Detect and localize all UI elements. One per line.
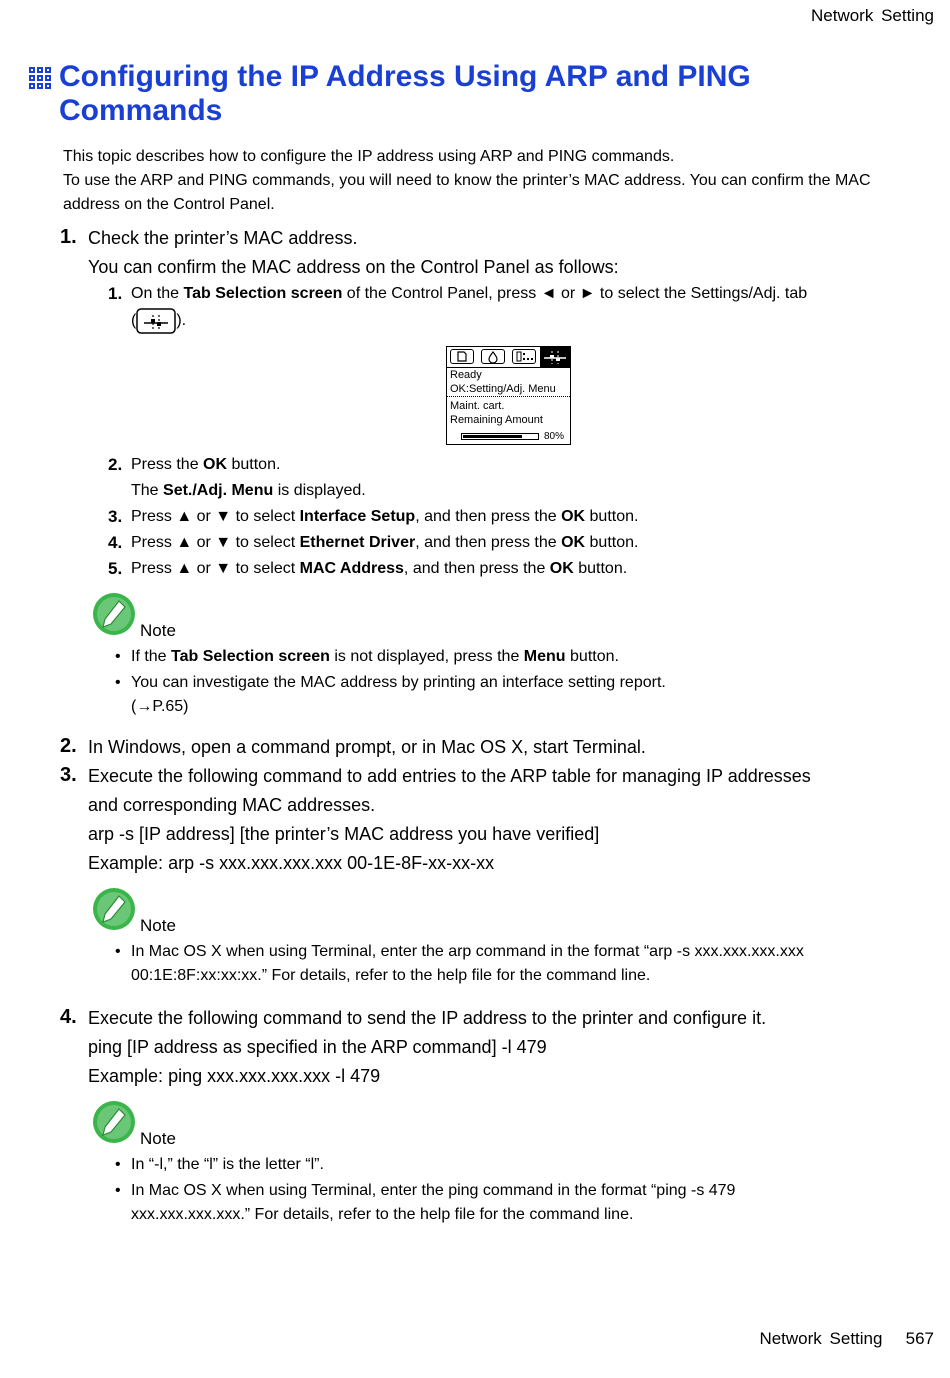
remaining-percent: 80% — [543, 431, 564, 442]
substep-number: 5. — [108, 559, 123, 578]
lcd-line: Remaining Amount — [450, 414, 543, 426]
control-panel-display — [446, 346, 571, 445]
grid-icon — [28, 66, 52, 90]
pencil-note-icon — [92, 887, 136, 931]
intro-line: This topic describes how to configure the IP address using ARP and PING commands. — [63, 148, 675, 165]
lcd-paper-tab-icon — [450, 349, 474, 364]
substep-number: 4. — [108, 533, 123, 552]
page-footer — [759, 1329, 934, 1349]
substep-text-line2: The Set./Adj. Menu is displayed. — [131, 482, 366, 499]
step-text: Execute the following command to add entries to the ARP table for managing IP addresses — [88, 766, 811, 786]
lcd-line: Ready — [450, 369, 482, 381]
title-text: Configuring the IP Address Using ARP and PING Commands — [59, 60, 751, 127]
intro — [63, 145, 893, 217]
step-number: 3. — [60, 764, 77, 786]
substep-text: Press ▲ or ▼ to select MAC Address, and then press the OK button. — [131, 560, 628, 577]
note-label: Note — [140, 916, 176, 935]
substep-number: 3. — [108, 507, 123, 526]
substep-text: On the Tab Selection screen of the Control Panel, press ◄ or ► to select the Settings/Adj. tab — [131, 285, 808, 302]
intro-line: To use the ARP and PING commands, you will need to know the printer’s MAC address. You can confirm the MAC address on the Control Panel. — [63, 172, 871, 213]
page-number: 567 — [905, 1329, 934, 1348]
step-text: Check the printer’s MAC address. — [88, 228, 358, 248]
lcd-line: Maint. cart. — [450, 400, 505, 412]
page-title — [28, 60, 908, 128]
command-syntax: arp -s [IP address] [the printer’s MAC address you have verified] — [88, 824, 600, 844]
footer-section: Network Setting — [759, 1329, 883, 1348]
substep-text: Press ▲ or ▼ to select Ethernet Driver, and then press the OK button. — [131, 534, 639, 551]
step-number: 4. — [60, 1006, 77, 1028]
command-syntax: ping [IP address as specified in the ARP command] -l 479 — [88, 1037, 547, 1057]
note-bullet: • If the Tab Selection screen is not displayed, press the Menu button. — [115, 648, 619, 665]
pencil-note-icon — [92, 1100, 136, 1144]
running-header: Network Setting — [811, 6, 934, 25]
lcd-tabs — [447, 347, 570, 368]
note-bullet: • In “-l,” the “l” is the letter “l”. — [115, 1156, 324, 1173]
remaining-amount-bar — [461, 433, 539, 440]
substep-text: Press ▲ or ▼ to select Interface Setup, and then press the OK button. — [131, 508, 639, 525]
remaining-amount-fill — [463, 435, 522, 438]
lcd-settings-tab-icon — [540, 347, 570, 367]
pencil-note-icon — [92, 592, 136, 636]
page-reference-link[interactable]: (→P.65) — [131, 698, 189, 715]
note-label: Note — [140, 621, 176, 640]
substep-number: 1. — [108, 284, 123, 303]
note-bullet: • In Mac OS X when using Terminal, enter the arp command in the format “arp -s xxx.xxx.xxx.xxx 00:1E:8F:xx:xx:xx.” For details, refer to the help file for the command line. — [115, 943, 804, 984]
lcd-job-tab-icon — [512, 349, 536, 364]
note-label: Note — [140, 1129, 176, 1148]
note-bullet: • In Mac OS X when using Terminal, enter the ping command in the format “ping -s 479 xxx.xxx.xxx.xxx.” For details, refer to the help file for the command line. — [115, 1182, 736, 1223]
command-example: Example: arp -s xxx.xxx.xxx.xxx 00-1E-8F-xx-xx-xx — [88, 853, 495, 873]
step-text-cont: and corresponding MAC addresses. — [88, 795, 376, 815]
command-example: Example: ping xxx.xxx.xxx.xxx -l 479 — [88, 1066, 381, 1086]
settings-adj-tab-icon — [136, 308, 176, 334]
substep-number: 2. — [108, 455, 123, 474]
lcd-line: OK:Setting/Adj. Menu — [447, 382, 570, 397]
substep-text-cont: ( ). — [131, 308, 186, 334]
step-number: 1. — [60, 226, 77, 248]
step-text: In Windows, open a command prompt, or in Mac OS X, start Terminal. — [88, 737, 646, 757]
step-text: Execute the following command to send the IP address to the printer and configure it. — [88, 1008, 767, 1028]
step-detail: You can confirm the MAC address on the Control Panel as follows: — [88, 257, 619, 277]
substep-text: Press the OK button. — [131, 456, 281, 473]
step-number: 2. — [60, 735, 77, 757]
lcd-ink-tab-icon — [481, 349, 505, 364]
note-bullet: • You can investigate the MAC address by printing an interface setting report. (→P.65) — [115, 674, 666, 715]
